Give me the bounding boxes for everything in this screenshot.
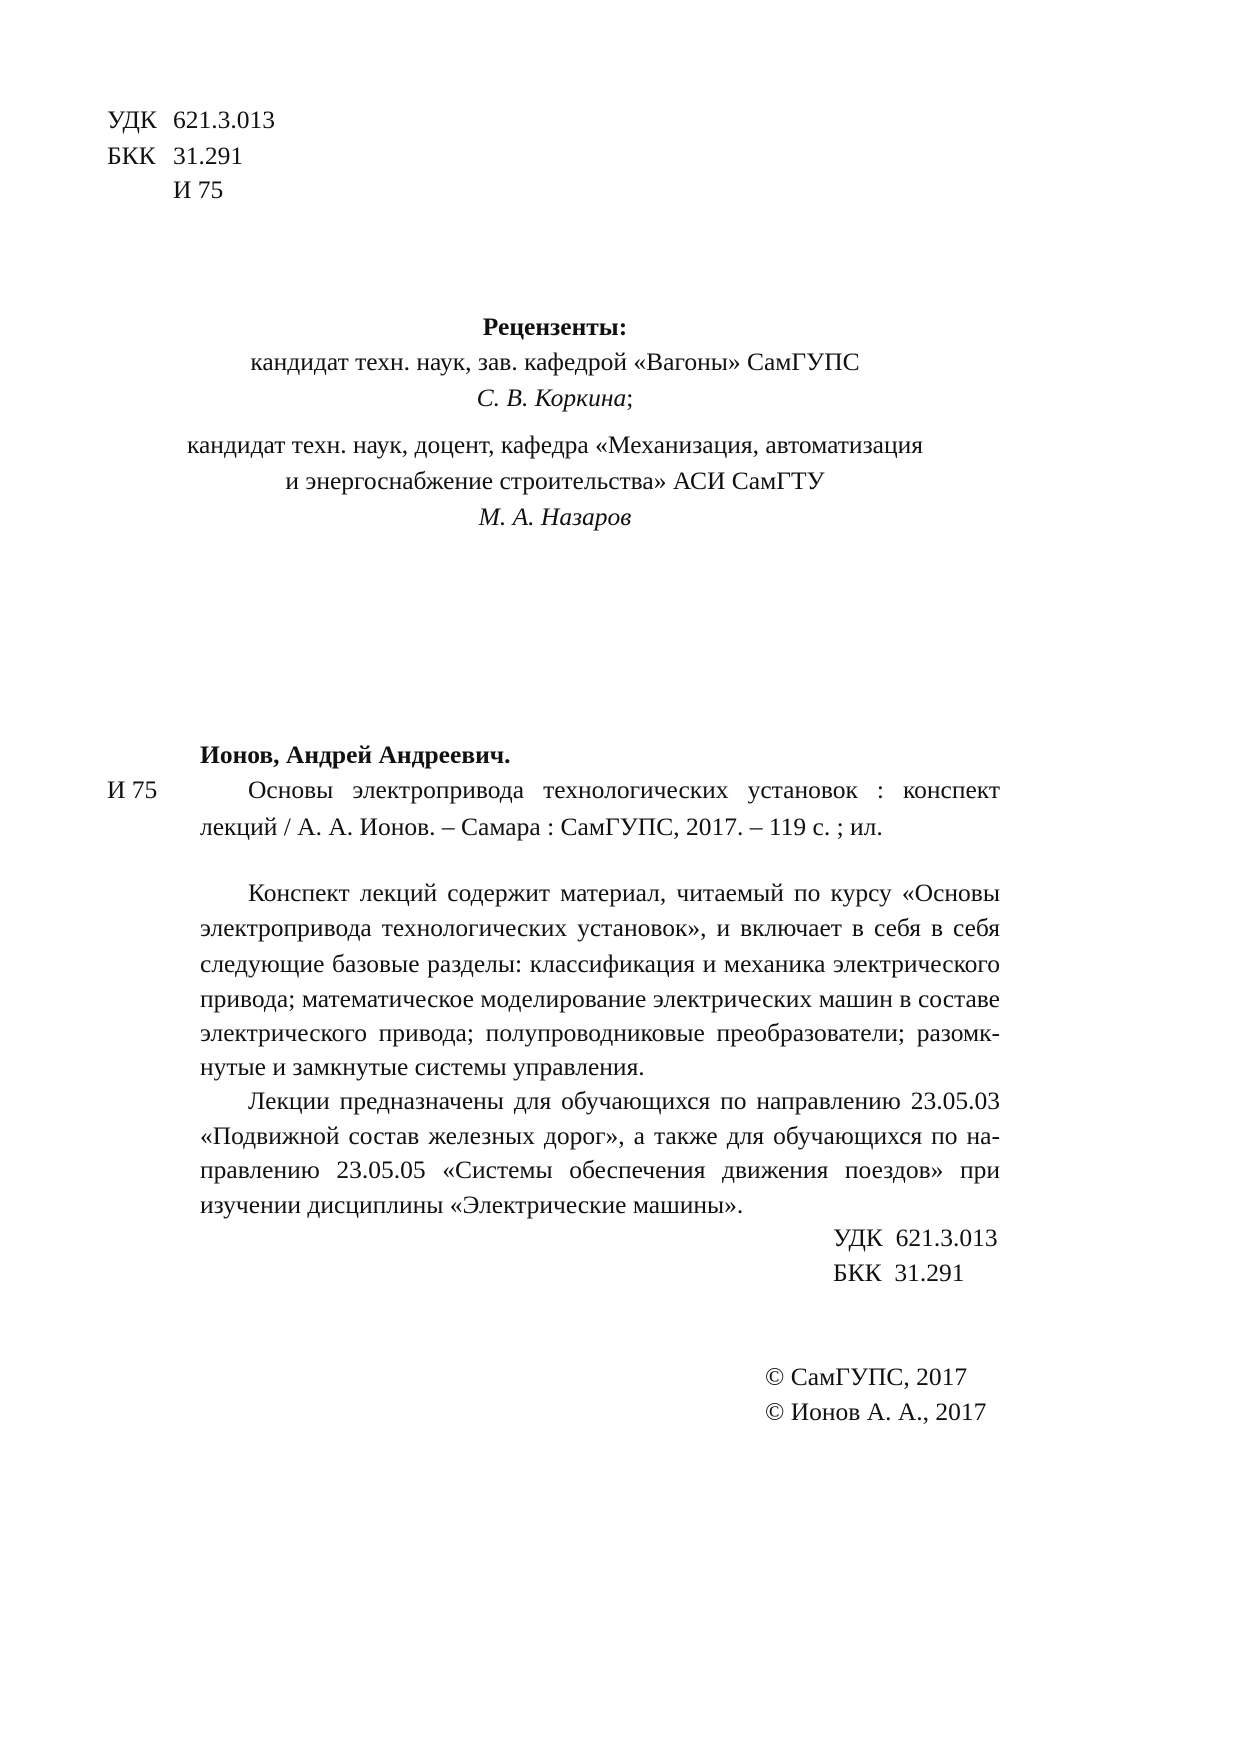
abstract-p2-line: «Подвижной состав железных дорог», а также для обучающихся по на- xyxy=(200,1121,1000,1150)
copyright-publisher: © СамГУПС, 2017 xyxy=(765,1362,968,1391)
record-author: Ионов, Андрей Андреевич. xyxy=(200,740,511,769)
abstract-p1-line: электрического привода; полупроводниковые преобразователи; разомк- xyxy=(200,1018,1000,1047)
abstract-p1-line: нутые и замкнутые системы управления. xyxy=(200,1052,645,1081)
reviewer-2-name: М. А. Назаров xyxy=(478,502,632,531)
footer-bbk: БКК 31.291 xyxy=(833,1258,965,1287)
abstract-p1-line: привода; математическое моделирование электрических машин в составе xyxy=(200,984,1000,1013)
reviewer-2-position-line-1: кандидат техн. наук, доцент, кафедра «Механизация, автоматизация xyxy=(186,430,923,459)
bbk-label: БКК xyxy=(107,141,156,170)
reviewer-1-name: С. В. Коркина xyxy=(476,383,627,412)
record-title-line-2: лекций / А. А. Ионов. – Самара : СамГУПС, 2017. – 119 с. ; ил. xyxy=(200,812,883,841)
udk-label: УДК xyxy=(107,105,157,134)
author-mark: И 75 xyxy=(173,175,224,204)
footer-udk: УДК 621.3.013 xyxy=(833,1223,998,1252)
abstract-p1-line: Конспект лекций содержит материал, читаемый по курсу «Основы xyxy=(248,878,1000,907)
abstract-p1-line: следующие базовые разделы: классификация и механика электрического xyxy=(200,949,1000,978)
reviewer-1 xyxy=(107,383,1003,413)
reviewers-title: Рецензенты: xyxy=(482,312,628,341)
abstract-p2-line: изучении дисциплины «Электрические машины». xyxy=(200,1190,744,1219)
record-title-line-1: Основы электропривода технологических установок : конспект xyxy=(248,775,1000,804)
abstract-p2-line: правлению 23.05.05 «Системы обеспечения движения поездов» при xyxy=(200,1155,1000,1184)
abstract-p2-line: Лекции предназначены для обучающихся по направлению 23.05.03 xyxy=(248,1086,1000,1115)
reviewer-1-position: кандидат техн. наук, зав. кафедрой «Вагоны» СамГУПС xyxy=(250,347,860,376)
abstract-p1-line: электропривода технологических установок», и включает в себя в себя xyxy=(200,913,1000,942)
bbk-value: 31.291 xyxy=(173,141,244,170)
udk-value: 621.3.013 xyxy=(173,105,275,134)
reviewer-2-position-line-2: и энергоснабжение строительства» АСИ СамГТУ xyxy=(285,466,825,495)
record-mark: И 75 xyxy=(107,775,158,804)
reviewer-separator: ; xyxy=(626,383,634,412)
copyright-author: © Ионов А. А., 2017 xyxy=(765,1397,987,1426)
